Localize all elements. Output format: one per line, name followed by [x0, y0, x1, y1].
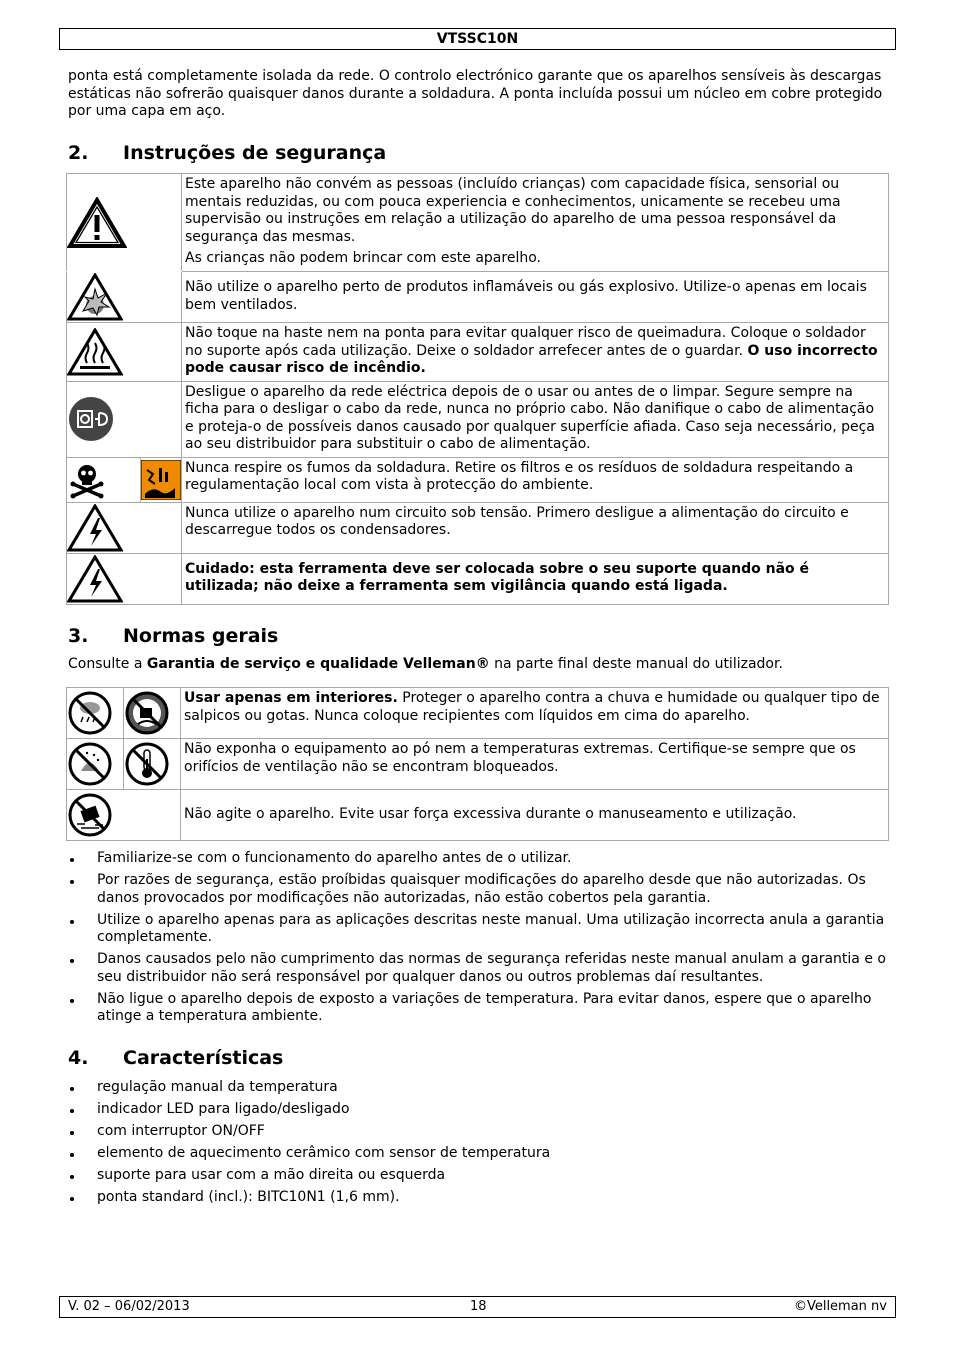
- section-2-number: 2.: [68, 142, 89, 164]
- warning-icon: [67, 174, 182, 272]
- section-3-title: Normas gerais: [123, 625, 279, 647]
- safety-row: [67, 502, 889, 553]
- safety-text: Desligue o aparelho da rede eléctrica depois de o usar ou antes de o limpar. Segure sempre na ficha para o desligar o cabo da rede, nunca no próprio cabo. Não danifique o cabo de alimentação e proteja-o de possíveis danos causado por qualquer superfície afiada. Caso seja necessário, peça ao seu distribuidor para substituir o cabo de alimentação.: [182, 381, 889, 457]
- norms-text: Usar apenas em interiores. Proteger o aparelho contra a chuva e humidade ou qualquer tipo de salpicos ou gotas. Nunca coloque recipientes com líquidos em cima do aparelho.: [181, 688, 889, 739]
- safety-row: [67, 272, 889, 323]
- list-item: suporte para usar com a mão direita ou esquerda: [68, 1167, 888, 1185]
- list-item: Por razões de segurança, estão proíbidas quaisquer modificações do aparelho desde que não autorizadas. Os danos provocados por modificações não autorizadas, não estão cobertos pela garantia.: [68, 872, 888, 907]
- norms-text: Não exponha o equipamento ao pó nem a temperaturas extremas. Certifique-se sempre que os orifícios de ventilação não se encontram bloqueados.: [181, 739, 889, 790]
- list-item: regulação manual da temperatura: [68, 1079, 888, 1097]
- unplug-icon: [67, 381, 182, 457]
- safety-table: [66, 173, 889, 605]
- norms-text: Não agite o aparelho. Evite usar força excessiva durante o manuseamento e utilização.: [181, 790, 889, 841]
- hot-surface-icon: [67, 323, 182, 382]
- section-2-heading: [68, 142, 386, 164]
- header-model: VTSSC10N: [59, 28, 896, 50]
- norms-row: [67, 688, 889, 739]
- no-splash-icon: [124, 688, 181, 739]
- list-item: Utilize o aparelho apenas para as aplicações descritas neste manual. Uma utilização incorrecta anula a garantia completamente.: [68, 912, 888, 947]
- footer-page-number: 18: [470, 1299, 487, 1314]
- safety-row: [67, 381, 889, 457]
- safety-text: Este aparelho não convém as pessoas (incluído crianças) com capacidade física, sensorial ou mentais reduzidas, ou com pouca experiencia e conhecimentos, unicamente se recebeu uma supervisão ou instruções em relação a utilização do aparelho de uma pessoa responsável da segurança das mesmas. As crianças não podem brincar com este aparelho.: [182, 174, 889, 272]
- list-item: Danos causados pelo não cumprimento das normas de segurança referidas neste manual anulam a garantia e o seu distribuidor não será responsável por qualquer danos ou outros problemas daí resultantes.: [68, 951, 888, 986]
- section-3-number: 3.: [68, 625, 89, 647]
- list-item: Familiarize-se com o funcionamento do aparelho antes de o utilizar.: [68, 850, 888, 868]
- section-4-title: Características: [123, 1047, 284, 1069]
- no-extreme-temperature-icon: [124, 739, 181, 790]
- no-dust-icon: [67, 739, 124, 790]
- section-4-number: 4.: [68, 1047, 89, 1069]
- footer-copyright: ©Velleman nv: [793, 1299, 887, 1314]
- page-footer: [59, 1296, 896, 1318]
- list-item: elemento de aquecimento cerâmico com sensor de temperatura: [68, 1145, 888, 1163]
- section-2-title: Instruções de segurança: [123, 142, 387, 164]
- safety-text: Não toque na haste nem na ponta para evitar qualquer risco de queimadura. Coloque o soldador no suporte após cada utilização. Deixe o soldador arrefecer antes de o guardar. O uso incorrecto pode causar risco de incêndio.: [182, 323, 889, 382]
- list-item: indicador LED para ligado/desligado: [68, 1101, 888, 1119]
- list-item: Não ligue o aparelho depois de exposto a variações de temperatura. Para evitar danos, espere que o aparelho atinge a temperatura ambiente.: [68, 991, 888, 1026]
- list-item: ponta standard (incl.): BITC10N1 (1,6 mm).: [68, 1189, 888, 1207]
- list-item: com interruptor ON/OFF: [68, 1123, 888, 1141]
- section-3-heading: [68, 625, 278, 647]
- safety-row: [67, 457, 889, 502]
- safety-text: Não utilize o aparelho perto de produtos inflamáveis ou gás explosivo. Utilize-o apenas em locais bem ventilados.: [182, 272, 889, 323]
- no-shake-icon: [67, 790, 181, 841]
- electric-hazard-icon: [67, 502, 182, 553]
- section-4-heading: [68, 1047, 283, 1069]
- safety-row: [67, 553, 889, 604]
- norms-row: [67, 790, 889, 841]
- safety-row: [67, 174, 889, 272]
- explosive-icon: [67, 272, 182, 323]
- safety-text: Cuidado: esta ferramenta deve ser colocada sobre o seu suporte quando não é utilizada; não deixe a ferramenta sem vigilância quando está ligada.: [182, 553, 889, 604]
- toxic-icon: [67, 457, 141, 502]
- features-list: [68, 1079, 888, 1211]
- electric-hazard-icon: [67, 553, 182, 604]
- footer-version: V. 02 – 06/02/2013: [68, 1299, 190, 1314]
- general-rules-list: [68, 850, 888, 1030]
- intro-paragraph: ponta está completamente isolada da rede. O controlo electrónico garante que os aparelhos sensíveis às descargas estáticas não sofrerão quaisquer danos durante a soldadura. A ponta incluída possui um núcleo em cobre protegido por uma capa em aço.: [68, 68, 883, 119]
- safety-text: Nunca utilize o aparelho num circuito sob tensão. Primero desligue a alimentação do circuito e descarregue todos os condensadores.: [182, 502, 889, 553]
- environment-hazard-icon: [141, 457, 182, 502]
- norms-row: [67, 739, 889, 790]
- consult-warranty-text: Consulte a Garantia de serviço e qualidade Velleman® na parte final deste manual do utilizador.: [68, 656, 783, 672]
- safety-text: Nunca respire os fumos da soldadura. Retire os filtros e os resíduos de soldadura respeitando a regulamentação local com vista à protecção do ambiente.: [182, 457, 889, 502]
- safety-row: [67, 323, 889, 382]
- norms-table: [66, 687, 889, 841]
- no-rain-icon: [67, 688, 124, 739]
